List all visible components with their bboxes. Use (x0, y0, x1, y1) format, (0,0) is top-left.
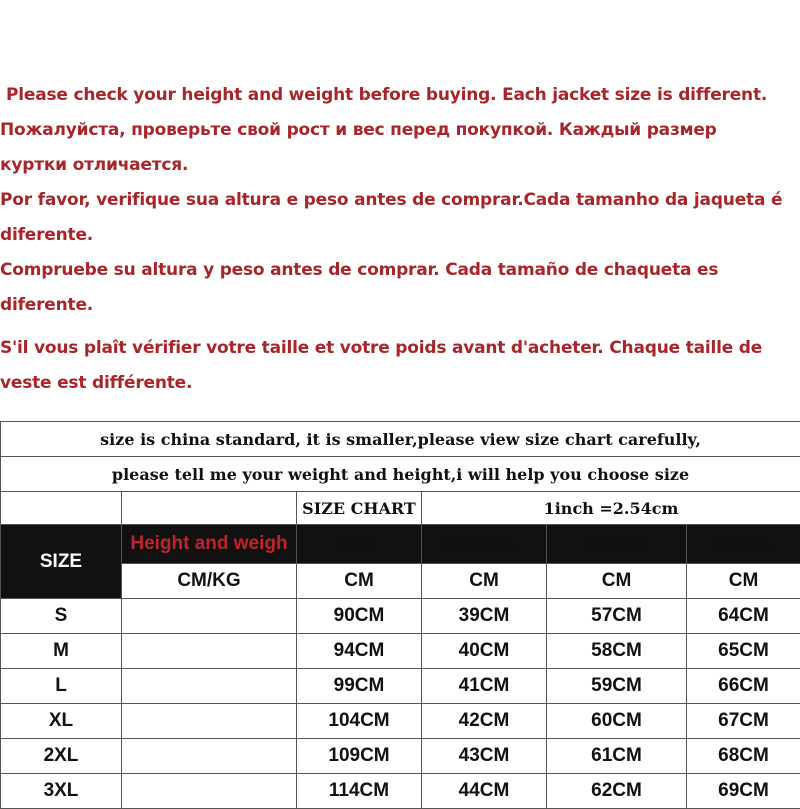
sleeve-cell: 59CM (547, 669, 687, 704)
size-cell: 2XL (1, 739, 122, 774)
header-height-weight: Height and weigh (122, 525, 297, 564)
height-weight-cell (122, 739, 297, 774)
notice-spanish-1: Compruebe su altura y peso antes de comprar. Cada tamaño de chaqueta es (0, 253, 800, 288)
notice-russian-2: куртки отличается. (0, 148, 800, 183)
size-chart-table (0, 421, 800, 809)
unit-sleeve: CM (547, 564, 687, 599)
notice-portuguese-2: diferente. (0, 218, 800, 253)
sleeve-cell: 60CM (547, 704, 687, 739)
height-weight-cell (122, 774, 297, 809)
bust-cell: 99CM (297, 669, 422, 704)
notice-french-2: veste est différente. (0, 366, 800, 401)
size-cell: S (1, 599, 122, 634)
table-row (1, 599, 800, 634)
shoulder-cell: 42CM (422, 704, 547, 739)
table-row (1, 774, 800, 809)
size-chart-label: SIZE CHART (297, 492, 422, 525)
notice-french-1: S'il vous plaît vérifier votre taille et votre poids avant d'acheter. Chaque taille de (0, 331, 800, 366)
inch-conversion-label: 1inch =2.54cm (422, 492, 800, 525)
shoulder-cell: 44CM (422, 774, 547, 809)
choose-size-note: please tell me your weight and height,i will help you choose size (1, 457, 800, 492)
bust-cell: 90CM (297, 599, 422, 634)
length-cell: 66CM (687, 669, 800, 704)
unit-shoulder: CM (422, 564, 547, 599)
sleeve-cell: 58CM (547, 634, 687, 669)
sleeve-cell: 61CM (547, 739, 687, 774)
notice-spanish-2: diferente. (0, 288, 800, 323)
shoulder-cell: 43CM (422, 739, 547, 774)
size-cell: M (1, 634, 122, 669)
notice-portuguese-1: Por favor, verifique sua altura e peso antes de comprar.Cada tamanho da jaqueta é (0, 183, 800, 218)
bust-cell: 109CM (297, 739, 422, 774)
header-shoulder: Shoulder (422, 525, 547, 564)
height-weight-cell (122, 704, 297, 739)
length-cell: 68CM (687, 739, 800, 774)
header-size: SIZE (1, 525, 122, 599)
table-row (1, 704, 800, 739)
shoulder-cell: 40CM (422, 634, 547, 669)
blank-cell (122, 492, 297, 525)
size-cell: 3XL (1, 774, 122, 809)
blank-cell (1, 492, 122, 525)
table-row (1, 739, 800, 774)
height-weight-cell (122, 599, 297, 634)
length-cell: 69CM (687, 774, 800, 809)
length-cell: 65CM (687, 634, 800, 669)
sleeve-cell: 62CM (547, 774, 687, 809)
unit-bust: CM (297, 564, 422, 599)
length-cell: 67CM (687, 704, 800, 739)
bust-cell: 94CM (297, 634, 422, 669)
notice-block (0, 78, 800, 401)
shoulder-cell: 39CM (422, 599, 547, 634)
table-row (1, 634, 800, 669)
header-length: length (687, 525, 800, 564)
header-bust: Bust (297, 525, 422, 564)
size-cell: L (1, 669, 122, 704)
bust-cell: 104CM (297, 704, 422, 739)
sleeve-cell: 57CM (547, 599, 687, 634)
header-sleeve: Sleeve (547, 525, 687, 564)
notice-russian-1: Пожалуйста, проверьте свой рост и вес перед покупкой. Каждый размер (0, 113, 800, 148)
table-row (1, 669, 800, 704)
china-standard-note: size is china standard, it is smaller,please view size chart carefully, (1, 422, 800, 457)
unit-height-weight: CM/KG (122, 564, 297, 599)
unit-length: CM (687, 564, 800, 599)
height-weight-cell (122, 634, 297, 669)
length-cell: 64CM (687, 599, 800, 634)
bust-cell: 114CM (297, 774, 422, 809)
notice-english: Please check your height and weight before buying. Each jacket size is different. (6, 78, 800, 113)
size-cell: XL (1, 704, 122, 739)
shoulder-cell: 41CM (422, 669, 547, 704)
height-weight-cell (122, 669, 297, 704)
